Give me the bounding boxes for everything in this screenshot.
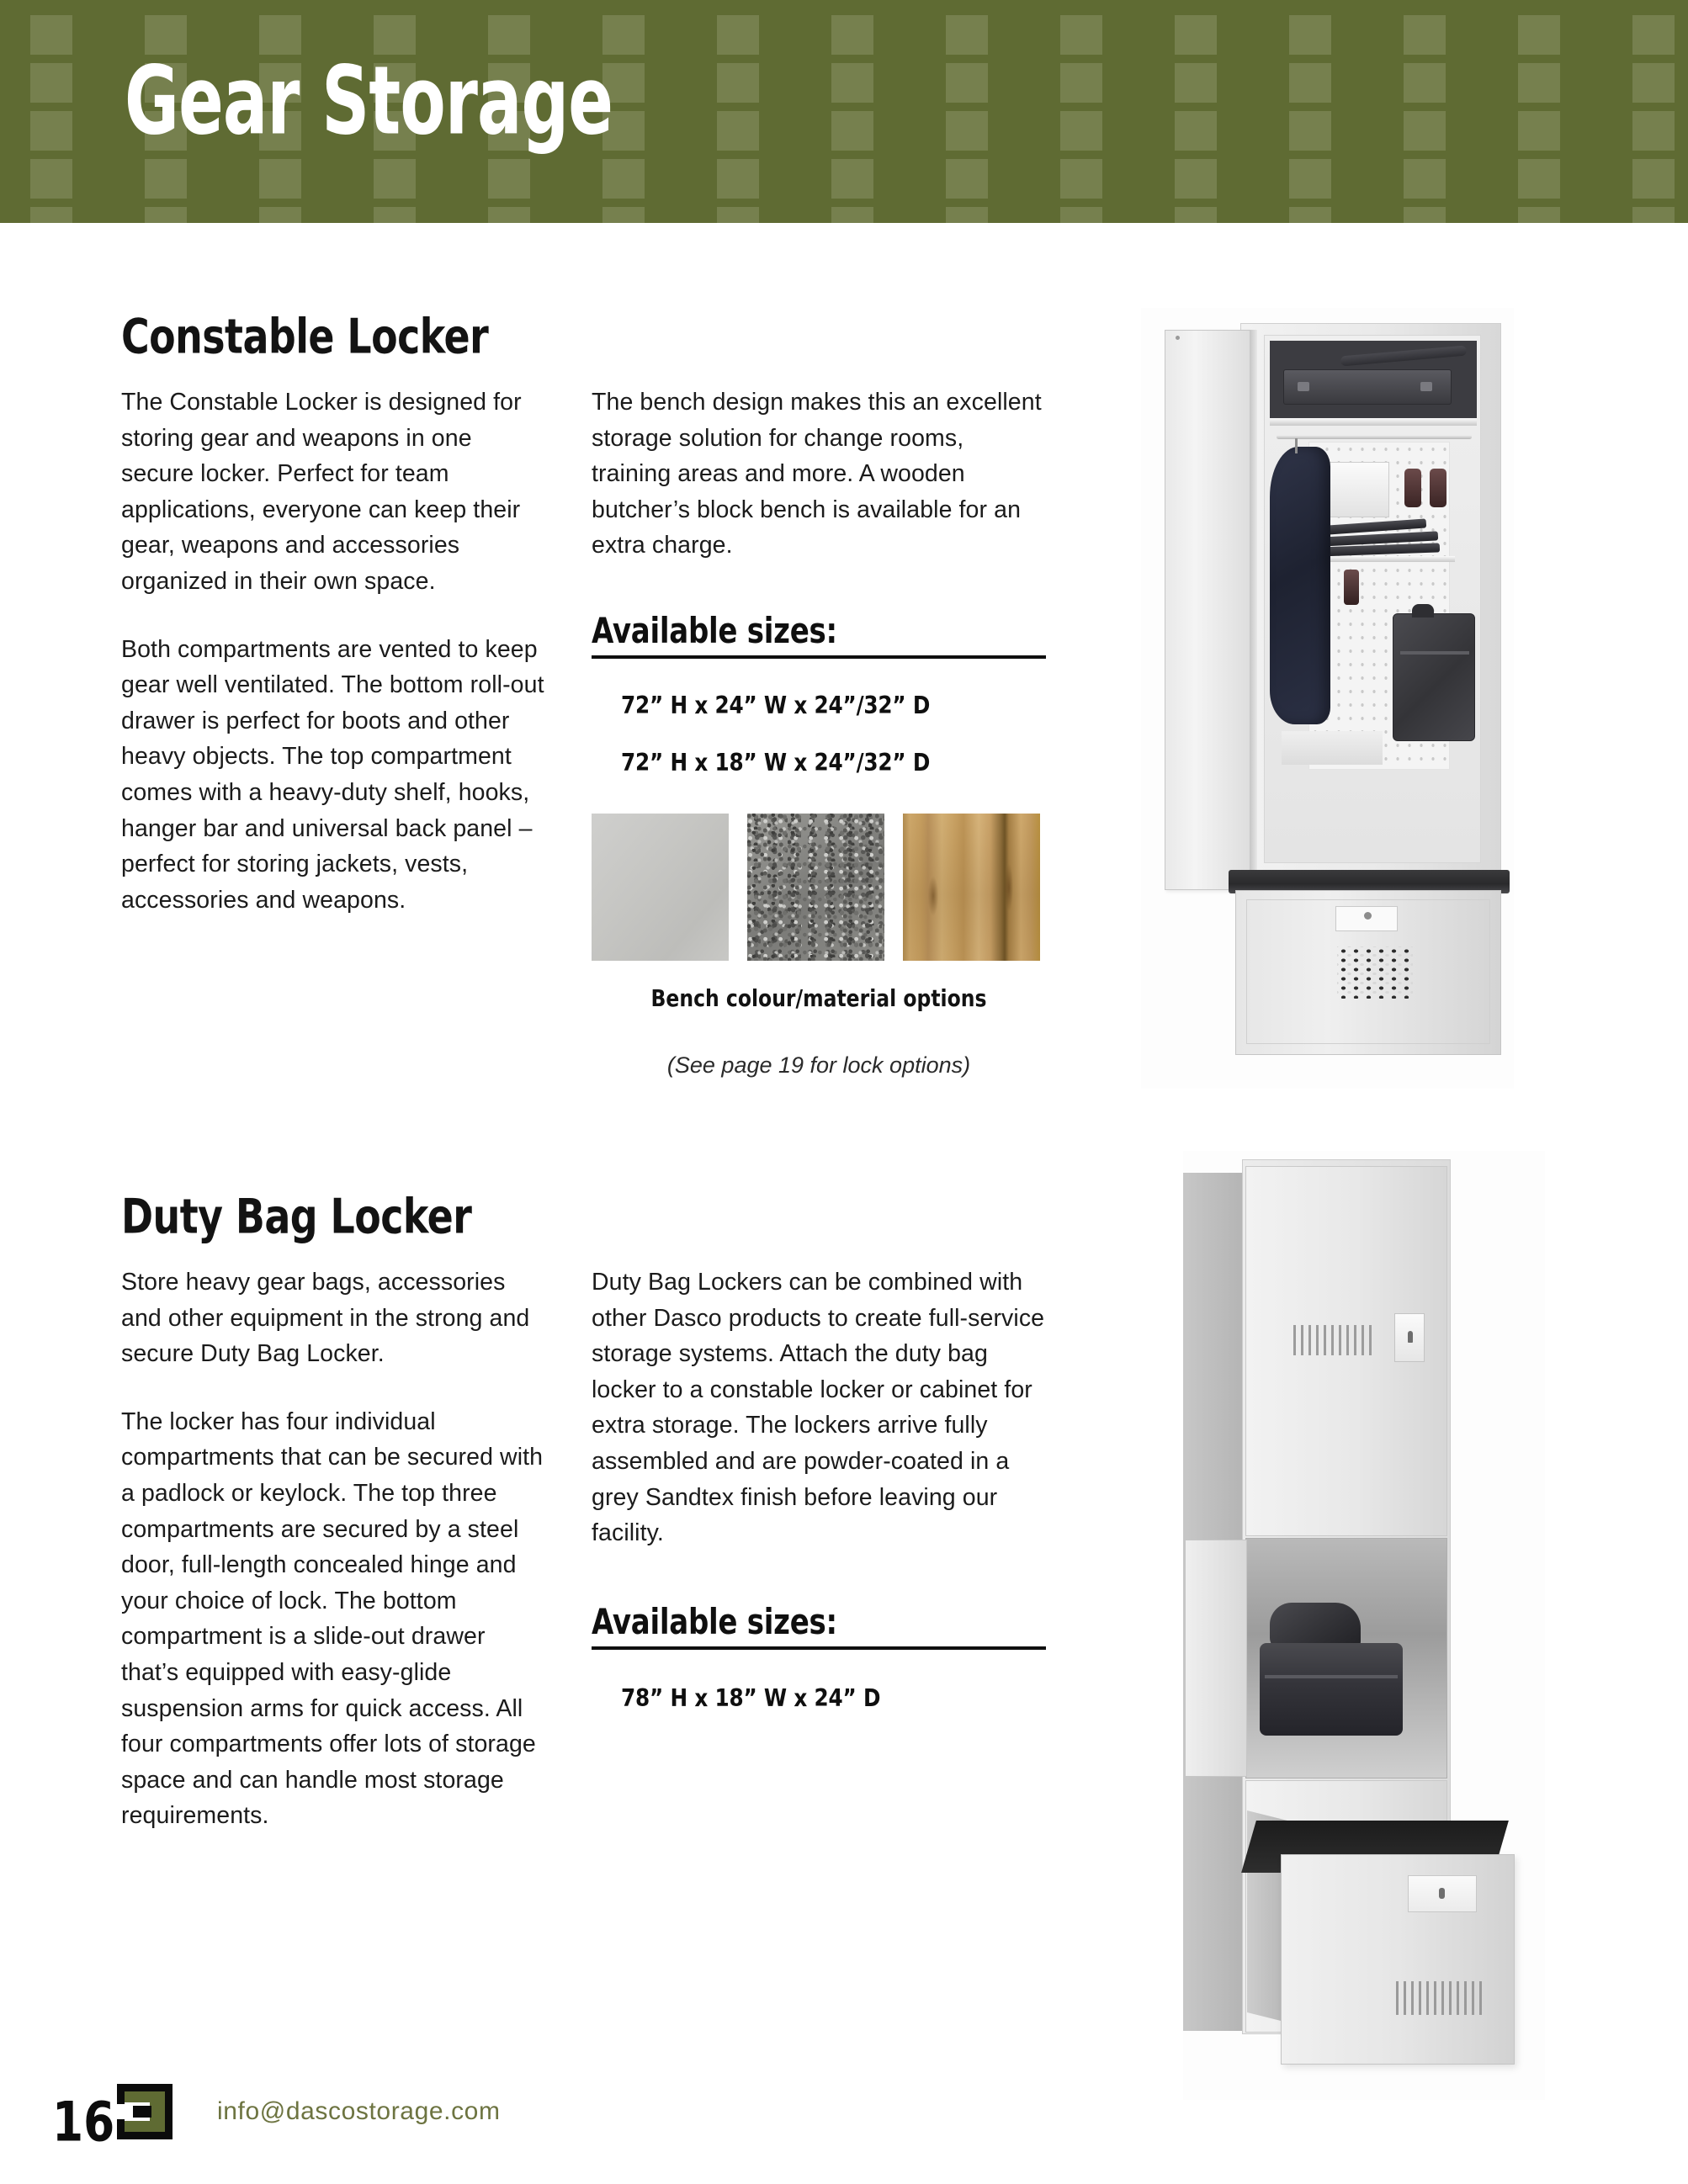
banner-square xyxy=(1060,15,1102,55)
banner-square xyxy=(1060,63,1102,103)
banner-square xyxy=(1175,111,1217,151)
banner-square xyxy=(717,15,759,55)
compartment-2-door-open xyxy=(1185,1540,1247,1777)
banner-square xyxy=(831,15,873,55)
banner-square xyxy=(259,207,301,223)
contact-email[interactable]: info@dascostorage.com xyxy=(217,2097,501,2125)
lock-options-note: (See page 19 for lock options) xyxy=(666,1052,971,1078)
banner-square xyxy=(30,111,72,151)
left-column xyxy=(121,1264,546,1834)
gear-strap xyxy=(1340,345,1467,366)
banner-square xyxy=(1632,207,1675,223)
bench-swatch-row xyxy=(592,814,1046,961)
drawer-card-holder-lock xyxy=(1408,1875,1477,1912)
size-option: 78” H x 18” W x 24” D xyxy=(621,1684,881,1713)
floor-panel xyxy=(1282,731,1383,765)
banner-square xyxy=(717,159,759,199)
banner-square xyxy=(831,111,873,151)
banner-square xyxy=(946,15,988,55)
paragraph: Both compartments are vented to keep gear well ventilated. The bottom roll-out drawer is perfect for boots and other heavy objects. The top compartment comes with a heavy-duty shelf, hooks, hanger bar and universal back panel – perfect for storing jackets, vests, accessories and weapons. xyxy=(121,635,544,914)
available-sizes-block xyxy=(592,611,1046,775)
locker-interior xyxy=(1264,335,1481,863)
banner-square xyxy=(488,159,530,199)
body-copy xyxy=(592,1264,1046,1551)
page-banner xyxy=(0,0,1688,223)
banner-square xyxy=(946,111,988,151)
stored-duty-bag xyxy=(1260,1643,1403,1736)
available-sizes-block xyxy=(592,1601,1046,1713)
paragraph: The bench design makes this an excellent storage solution for change rooms, training areas and more. A wooden butcher’s block bench is available for an extra charge. xyxy=(592,389,1042,559)
banner-square xyxy=(145,207,187,223)
drawer-vent-slots xyxy=(1396,1981,1487,2015)
roll-out-drawer xyxy=(1235,890,1501,1055)
section-heading: Duty Bag Locker xyxy=(121,1190,472,1246)
banner-square xyxy=(1289,15,1331,55)
banner-square xyxy=(1404,159,1446,199)
compartment-1-door-closed xyxy=(1245,1166,1447,1536)
banner-square xyxy=(717,207,759,223)
heading-rule xyxy=(592,1646,1046,1650)
duty-bag-locker-photo xyxy=(1183,1151,1545,2100)
banner-square xyxy=(831,159,873,199)
banner-square xyxy=(1060,159,1102,199)
banner-square xyxy=(831,63,873,103)
banner-square xyxy=(1060,207,1102,223)
door-vent-slots xyxy=(1293,1325,1376,1355)
banner-square xyxy=(30,63,72,103)
banner-square xyxy=(602,207,645,223)
body-copy xyxy=(121,1264,546,1834)
banner-square xyxy=(1404,111,1446,151)
banner-square xyxy=(1289,159,1331,199)
banner-square xyxy=(1289,207,1331,223)
body-copy xyxy=(121,384,546,918)
available-sizes-heading: Available sizes: xyxy=(592,610,837,652)
banner-square xyxy=(717,63,759,103)
constable-locker-photo xyxy=(1141,308,1514,1089)
banner-square xyxy=(1632,159,1675,199)
banner-square xyxy=(1518,111,1560,151)
stored-long-gear xyxy=(1315,519,1443,556)
section-duty-bag-locker xyxy=(121,1190,1072,1834)
banner-square xyxy=(1632,111,1675,151)
banner-square xyxy=(1175,15,1217,55)
hanging-jacket xyxy=(1270,447,1330,724)
banner-square xyxy=(946,63,988,103)
banner-square xyxy=(1175,63,1217,103)
banner-square xyxy=(1404,207,1446,223)
drawer-ventilation-grille xyxy=(1337,946,1413,999)
page-number: 16 xyxy=(52,2090,115,2155)
right-column xyxy=(592,1264,1046,1834)
body-copy xyxy=(592,384,1046,564)
door-edge xyxy=(1250,330,1257,890)
banner-square xyxy=(1060,111,1102,151)
hanging-accessory xyxy=(1344,570,1359,605)
banner-square xyxy=(1175,207,1217,223)
banner-square xyxy=(374,159,416,199)
locker-door-open xyxy=(1165,330,1250,890)
banner-square xyxy=(30,207,72,223)
banner-square xyxy=(946,159,988,199)
paragraph: The Constable Locker is designed for storing gear and weapons in one secure locker. Perfect for team applications, everyone can keep their gear, weapons and accessories organized in their own space. xyxy=(121,389,522,595)
banner-square xyxy=(1175,159,1217,199)
swatch-light-grey[interactable] xyxy=(592,814,729,961)
door-lock-plate xyxy=(1394,1313,1425,1362)
large-equipment-case xyxy=(1393,613,1475,741)
banner-square xyxy=(1289,111,1331,151)
banner-square xyxy=(602,159,645,199)
paragraph: Duty Bag Lockers can be combined with other Dasco products to create full-service storage systems. Attach the duty bag locker to a constable locker or cabinet for extra storage. The lockers arrive fully assembled and are powder-coated in a grey Sandtex finish before leaving our facility. xyxy=(592,1269,1045,1547)
banner-square xyxy=(1404,15,1446,55)
hanger-bar xyxy=(1277,435,1472,439)
left-column xyxy=(121,384,546,1079)
banner-square xyxy=(717,111,759,151)
paragraph: Store heavy gear bags, accessories and other equipment in the strong and secure Duty Bag Locker. xyxy=(121,1269,530,1368)
size-option: 72” H x 18” W x 24”/32” D xyxy=(621,749,931,777)
holster-item xyxy=(1430,469,1446,507)
banner-square xyxy=(1518,207,1560,223)
size-option: 72” H x 24” W x 24”/32” D xyxy=(621,692,931,720)
heading-rule xyxy=(592,655,1046,659)
banner-square xyxy=(259,159,301,199)
section-heading: Constable Locker xyxy=(121,310,489,366)
slide-out-drawer xyxy=(1281,1854,1515,2065)
stored-box xyxy=(1320,462,1389,517)
banner-square xyxy=(946,207,988,223)
banner-square xyxy=(1632,15,1675,55)
banner-square xyxy=(1632,63,1675,103)
top-shelf-cavity xyxy=(1270,341,1477,418)
right-column xyxy=(592,384,1046,1079)
heavy-duty-shelf xyxy=(1270,418,1477,426)
hard-case-top-shelf xyxy=(1283,369,1452,405)
banner-square xyxy=(145,159,187,199)
dasco-logo-icon xyxy=(117,2084,173,2139)
banner-square xyxy=(30,159,72,199)
swatch-grey-sandtex[interactable] xyxy=(747,814,884,961)
swatch-caption: Bench colour/material options xyxy=(650,984,987,1012)
swatch-butcher-block-wood[interactable] xyxy=(903,814,1040,961)
banner-square xyxy=(1518,159,1560,199)
jacket-hook xyxy=(1295,438,1298,453)
banner-square xyxy=(374,207,416,223)
page-title: Gear Storage xyxy=(125,45,613,156)
drawer-card-holder-lock xyxy=(1335,906,1398,931)
holster-item xyxy=(1404,469,1421,507)
banner-square xyxy=(1518,63,1560,103)
banner-square xyxy=(488,207,530,223)
banner-square xyxy=(831,207,873,223)
banner-square xyxy=(1289,63,1331,103)
banner-square xyxy=(1518,15,1560,55)
paragraph: The locker has four individual compartments that can be secured with a padlock or keylock. The top three compartments are secured by a steel door, full-length concealed hinge and your choice of lock. The bottom compartment is a slide-out drawer that’s equipped with easy-glide suspension arms for quick access. All four compartments offer lots of storage space and can handle most storage requirements. xyxy=(121,1407,544,1830)
section-constable-locker xyxy=(121,310,1072,1079)
banner-square xyxy=(30,15,72,55)
banner-square xyxy=(1404,63,1446,103)
available-sizes-heading: Available sizes: xyxy=(592,1601,837,1642)
compartment-2-open xyxy=(1245,1538,1447,1778)
